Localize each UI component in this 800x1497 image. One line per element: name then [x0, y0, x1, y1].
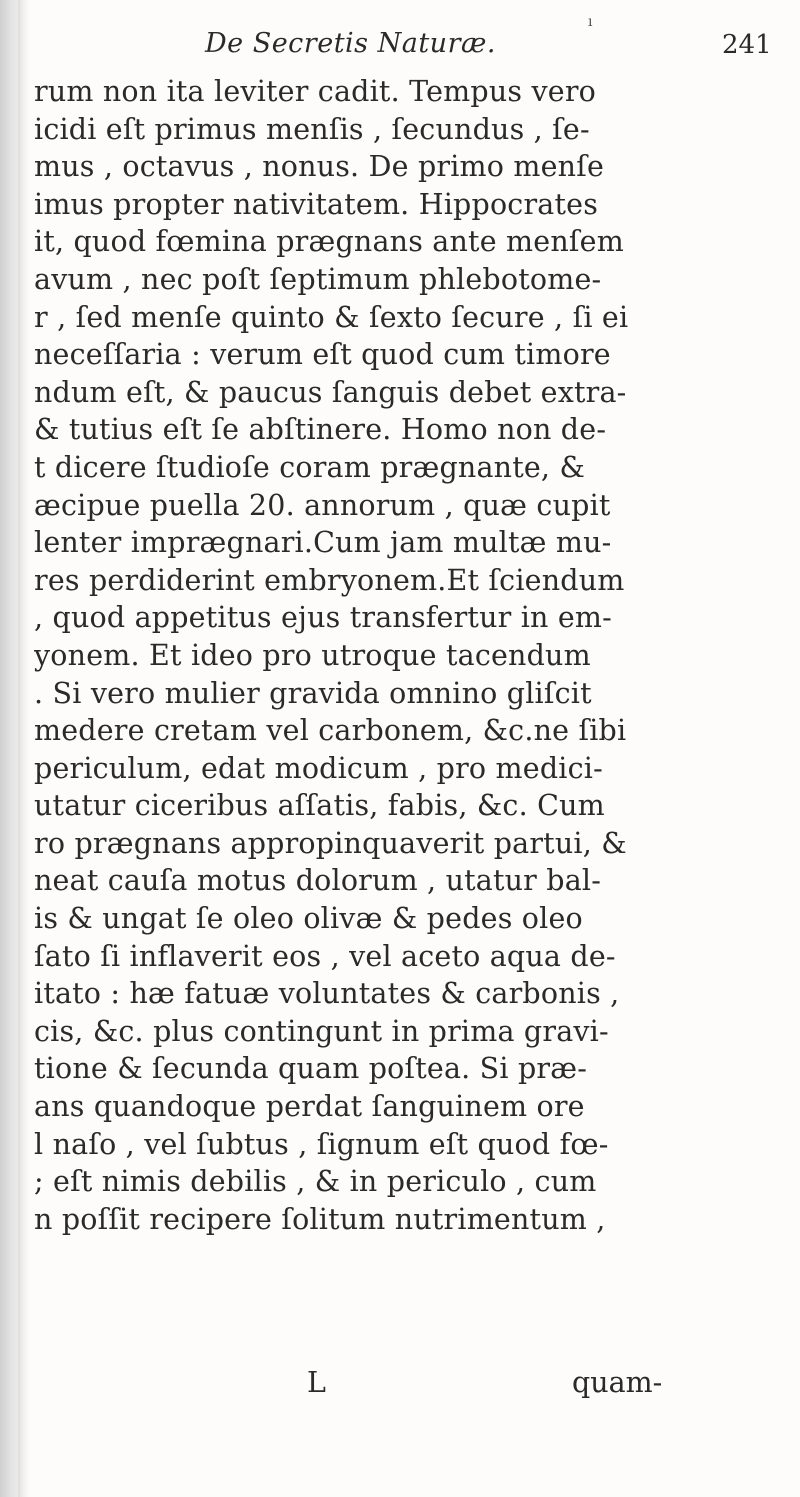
signature-mark: L [307, 1366, 326, 1399]
text-line: , quod appetitus ejus transfertur in em- [34, 601, 612, 635]
text-line: ans quandoque perdat ſanguinem ore [34, 1090, 585, 1124]
page-number: 241 [722, 30, 772, 60]
text-line: mus , octavus , nonus. De primo menſe [34, 150, 605, 184]
text-line: lenter imprægnari.Cum jam multæ mu- [34, 526, 612, 560]
text-line: æcipue puella 20. annorum , quæ cupit [34, 488, 611, 522]
text-line: neat cauſa motus dolorum , utatur bal- [34, 864, 602, 898]
text-line: n poſſit recipere ſolitum nutrimentum , [34, 1202, 606, 1236]
text-line: ; eſt nimis debilis , & in periculo , cum [34, 1165, 597, 1199]
body-text [34, 73, 786, 1238]
text-line: itato : hæ fatuæ voluntates & carbonis , [34, 977, 620, 1011]
text-line: avum , nec poſt ſeptimum phlebotome- [34, 262, 602, 296]
page-gutter [0, 0, 30, 1497]
text-line: t dicere ſtudioſe coram prægnante, & [34, 450, 586, 484]
text-line: it, quod fœmina prægnans ante menſem [34, 225, 624, 259]
text-line: yonem. Et ideo pro utroque tacendum [34, 638, 591, 672]
text-line: periculum, edat modicum , pro medici- [34, 751, 603, 785]
text-line: ndum eſt, & paucus ſanguis debet extra- [34, 375, 627, 409]
text-line: res perdiderint embryonem.Et ſciendum [34, 563, 625, 597]
text-line: ro prægnans appropinquaverit partui, & [34, 826, 627, 860]
text-line: r , ſed menſe quinto & ſexto ſecure , ſi ei [34, 300, 629, 334]
running-head-title: De Secretis Naturæ. [205, 28, 496, 59]
text-line: icidi eſt primus menſis , ſecundus , ſe- [34, 112, 590, 146]
text-line: utatur ciceribus aſſatis, fabis, &c. Cum [34, 789, 605, 823]
text-line: . Si vero mulier gravida omnino gliſcit [34, 676, 592, 710]
text-line: neceſſaria : verum eſt quod cum timore [34, 338, 611, 372]
gutter-fold-shadow [18, 0, 24, 1497]
catchword: quam- [572, 1366, 663, 1399]
running-head [0, 14, 800, 58]
text-line: rum non ita leviter cadit. Tempus vero [34, 75, 597, 108]
text-line: tione & ſecunda quam poſtea. Si præ- [34, 1052, 588, 1086]
text-line: ſato ſi inflaverit eos , vel aceto aqua de- [34, 939, 616, 973]
text-line: cis, &c. plus contingunt in prima gravi- [34, 1014, 609, 1048]
text-line: imus propter nativitatem. Hippocrates [34, 187, 599, 221]
text-line: l naſo , vel ſubtus , ſignum eſt quod fœ- [34, 1127, 609, 1161]
running-head-mark: ı [588, 14, 593, 30]
signature-line [0, 1366, 800, 1404]
text-line: medere cretam vel carbonem, &c.ne ſibi [34, 714, 627, 748]
text-line: & tutius eſt ſe abſtinere. Homo non de- [34, 413, 607, 447]
text-line: is & ungat ſe oleo olivæ & pedes oleo [34, 902, 583, 936]
